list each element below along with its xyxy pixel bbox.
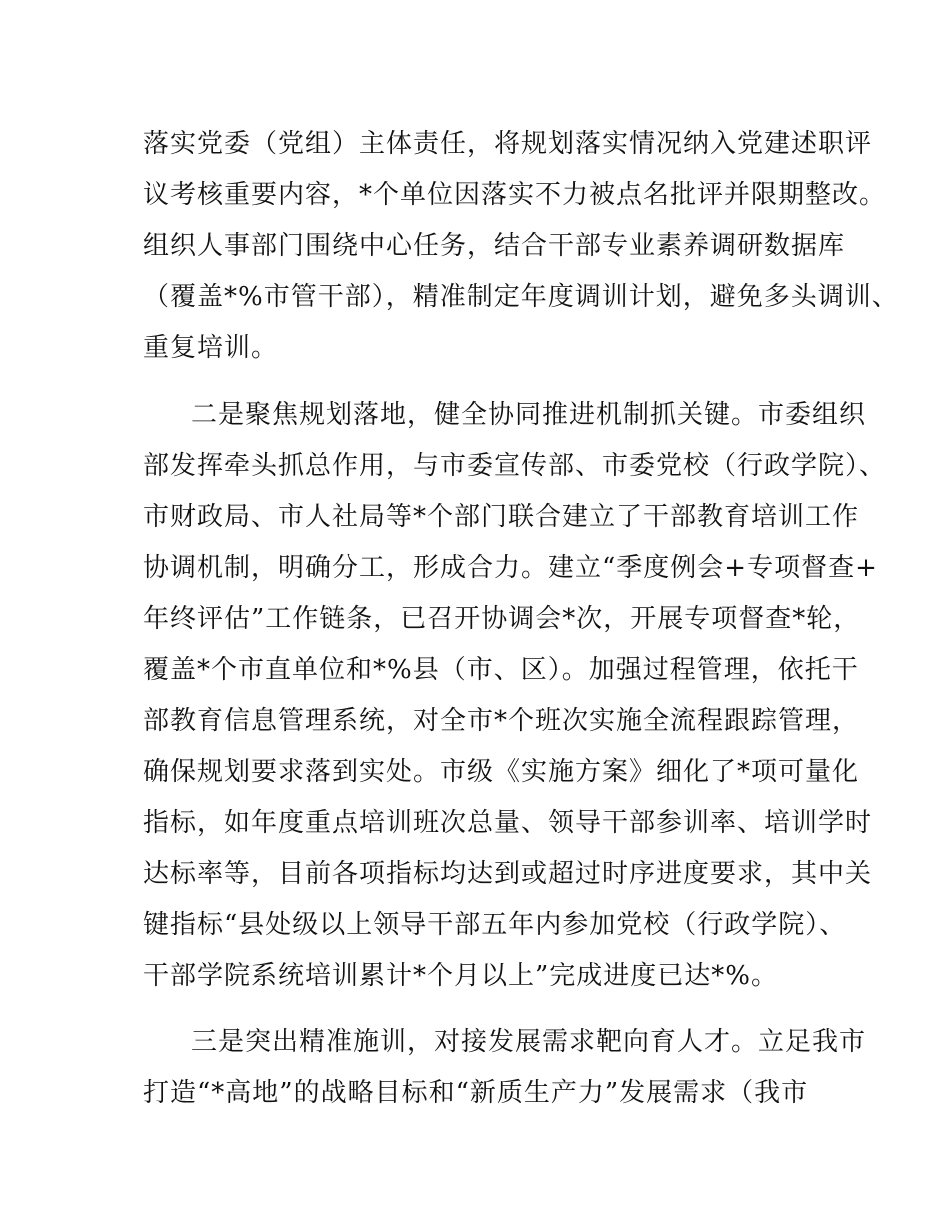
paragraph-2-line-11: 键指标“县处级以上领导干部五年内参加党校（行政学院）、	[143, 910, 847, 940]
paragraph-1-line-3: 组织人事部门围绕中心任务，结合干部专业素养调研数据库	[143, 231, 846, 261]
paragraph-2-line-2: 部发挥牵头抓总作用，与市委宣传部、市委党校（行政学院）、	[143, 451, 887, 481]
paragraph-1-line-4: （覆盖*%市管干部），精准制定年度调训计划，避免多头调训、	[143, 282, 899, 312]
paragraph-2-line-9: 指标，如年度重点培训班次总量、领导干部参训率、培训学时	[143, 808, 873, 838]
paragraph-1-line-1: 落实党委（党组）主体责任，将规划落实情况纳入党建述职评	[143, 129, 873, 159]
paragraph-3-line-2: 打造“*高地”的战略目标和“新质生产力”发展需求（我市	[143, 1078, 809, 1108]
paragraph-1-line-5: 重复培训。	[143, 333, 279, 363]
paragraph-2-line-3: 市财政局、市人社局等*个部门联合建立了干部教育培训工作	[143, 502, 860, 532]
paragraph-2-line-12: 干部学院系统培训累计*个月以上”完成进度已达*%。	[143, 961, 778, 991]
paragraph-2-line-5: 年终评估”工作链条，已召开协调会*次，开展专项督查*轮，	[143, 604, 861, 634]
paragraph-3-line-1: 三是突出精准施训，对接发展需求靶向育人才。立足我市	[191, 1027, 867, 1057]
paragraph-2-line-10: 达标率等，目前各项指标均达到或超过时序进度要求，其中关	[143, 859, 873, 889]
paragraph-2-line-6: 覆盖*个市直单位和*%县（市、区）。加强过程管理，依托干	[143, 655, 859, 685]
paragraph-1-line-2: 议考核重要内容，*个单位因落实不力被点名批评并限期整改。	[143, 180, 887, 210]
paragraph-2-line-1: 二是聚焦规划落地，健全协同推进机制抓关键。市委组织	[191, 400, 867, 430]
paragraph-2-line-4: 协调机制，明确分工，形成合力。建立“季度例会+专项督查+	[143, 553, 878, 583]
paragraph-2-line-8: 确保规划要求落到实处。市级《实施方案》细化了*项可量化	[143, 757, 860, 787]
paragraph-2-line-7: 部教育信息管理系统，对全市*个班次实施全流程跟踪管理，	[143, 706, 860, 736]
